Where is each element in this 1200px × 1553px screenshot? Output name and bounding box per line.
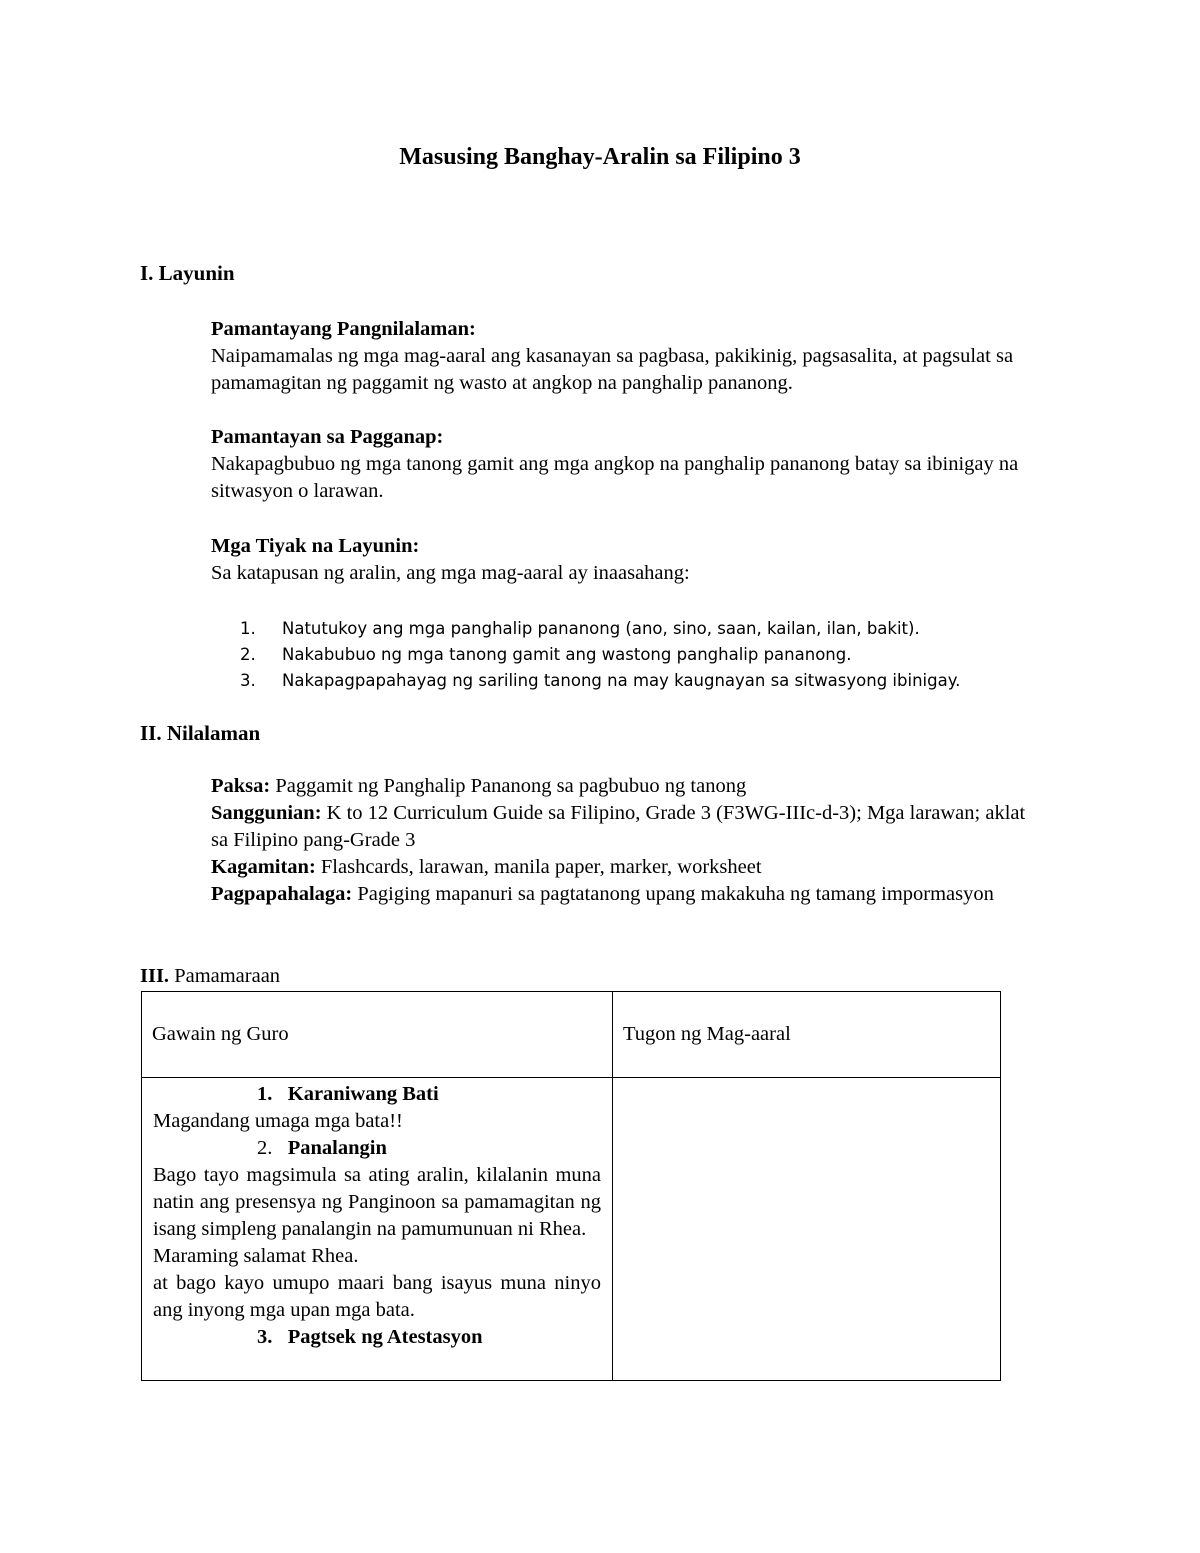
list-item <box>240 668 960 694</box>
table-header-row <box>142 992 1001 1078</box>
paksa-value: Paggamit ng Panghalip Pananong sa pagbubuo ng tanong <box>270 775 747 797</box>
performance-standard-heading: Pamantayan sa Pagganap: <box>211 426 444 448</box>
performance-standard-text: Nakapagbubuo ng mga tanong gamit ang mga angkop na panghalip pananong batay sa ibinigay na sitwasyon o larawan. <box>211 453 1019 502</box>
paksa-row <box>211 773 1041 800</box>
sanggunian-value: K to 12 Curriculum Guide sa Filipino, Grade 3 (F3WG-IIIc-d-3); Mga larawan; aklat sa Filipino pang-Grade 3 <box>211 802 1026 851</box>
section3-label: Pamamaraan <box>169 965 281 987</box>
paksa-label: Paksa: <box>211 775 271 797</box>
kagamitan-value: Flashcards, larawan, manila paper, marker, worksheet <box>315 856 762 878</box>
content-details <box>211 773 1041 908</box>
pagpapahalaga-label: Pagpapahalaga: <box>211 883 353 905</box>
section3-number: III. <box>140 965 170 987</box>
list-item-number: 1. <box>240 619 256 638</box>
content-standard-text: Naipamamalas ng mga mag-aaral ang kasanayan sa pagbasa, pakikinig, pagsasalita, at pagsulat sa pamamagitan ng paggamit ng wasto at angkop na panghalip pananong. <box>211 345 1014 394</box>
list-item-number: 3. <box>240 671 256 690</box>
list-item <box>240 616 960 642</box>
step-attendance: 3. Pagtsek ng Atestasyon <box>257 1326 483 1348</box>
procedure-table <box>141 991 1001 1381</box>
performance-standard <box>211 424 1051 505</box>
greeting-text: Magandang umaga mga bata!! <box>153 1110 403 1132</box>
list-item-text: Nakabubuo ng mga tanong gamit ang wastong panghalip pananong. <box>282 645 852 664</box>
prayer-text: Bago tayo magsimula sa ating aralin, kilalanin muna natin ang presensya ng Panginoon sa pamamagitan ng isang simpleng panalangin na pamumunuan ni Rhea. <box>153 1164 601 1240</box>
kagamitan-row <box>211 854 1041 881</box>
chairs-text: at bago kayo umupo maari bang isayus muna ninyo ang inyong mga upan mga bata. <box>153 1272 601 1321</box>
objectives-heading: Mga Tiyak na Layunin: <box>211 535 420 557</box>
step-prayer-label: Panalangin <box>287 1137 387 1159</box>
student-response-cell <box>613 1078 1001 1381</box>
sanggunian-row <box>211 800 1041 854</box>
teacher-activity-cell <box>142 1078 613 1381</box>
column-header-student: Tugon ng Mag-aaral <box>613 992 1001 1078</box>
pagpapahalaga-row <box>211 881 1041 908</box>
thanks-text: Maraming salamat Rhea. <box>153 1245 359 1267</box>
step-prayer-number: 2. <box>257 1137 288 1159</box>
kagamitan-label: Kagamitan: <box>211 856 316 878</box>
section-heading-nilalaman: II. Nilalaman <box>140 721 261 745</box>
page-title: Masusing Banghay-Aralin sa Filipino 3 <box>399 144 801 170</box>
list-item-text: Nakapagpapahayag ng sariling tanong na may kaugnayan sa sitwasyong ibinigay. <box>282 671 961 690</box>
objectives-list <box>240 616 960 694</box>
table-row <box>142 1078 1001 1381</box>
section-heading-layunin: I. Layunin <box>140 261 235 285</box>
content-standard-heading: Pamantayang Pangnilalaman: <box>211 318 476 340</box>
objectives-intro: Sa katapusan ng aralin, ang mga mag-aaral ay inaasahang: <box>211 562 690 584</box>
pagpapahalaga-value: Pagiging mapanuri sa pagtatanong upang makakuha ng tamang impormasyon <box>352 883 994 905</box>
section-heading-pamamaraan <box>140 965 280 988</box>
list-item-number: 2. <box>240 645 256 664</box>
sanggunian-label: Sanggunian: <box>211 802 322 824</box>
step-greeting: 1. Karaniwang Bati <box>257 1083 439 1105</box>
column-header-teacher: Gawain ng Guro <box>142 992 613 1078</box>
list-item-text: Natutukoy ang mga panghalip pananong (ano, sino, saan, kailan, ilan, bakit). <box>282 619 920 638</box>
content-standard <box>211 316 1051 397</box>
list-item <box>240 642 960 668</box>
objectives <box>211 533 1051 587</box>
step-prayer <box>153 1135 601 1162</box>
